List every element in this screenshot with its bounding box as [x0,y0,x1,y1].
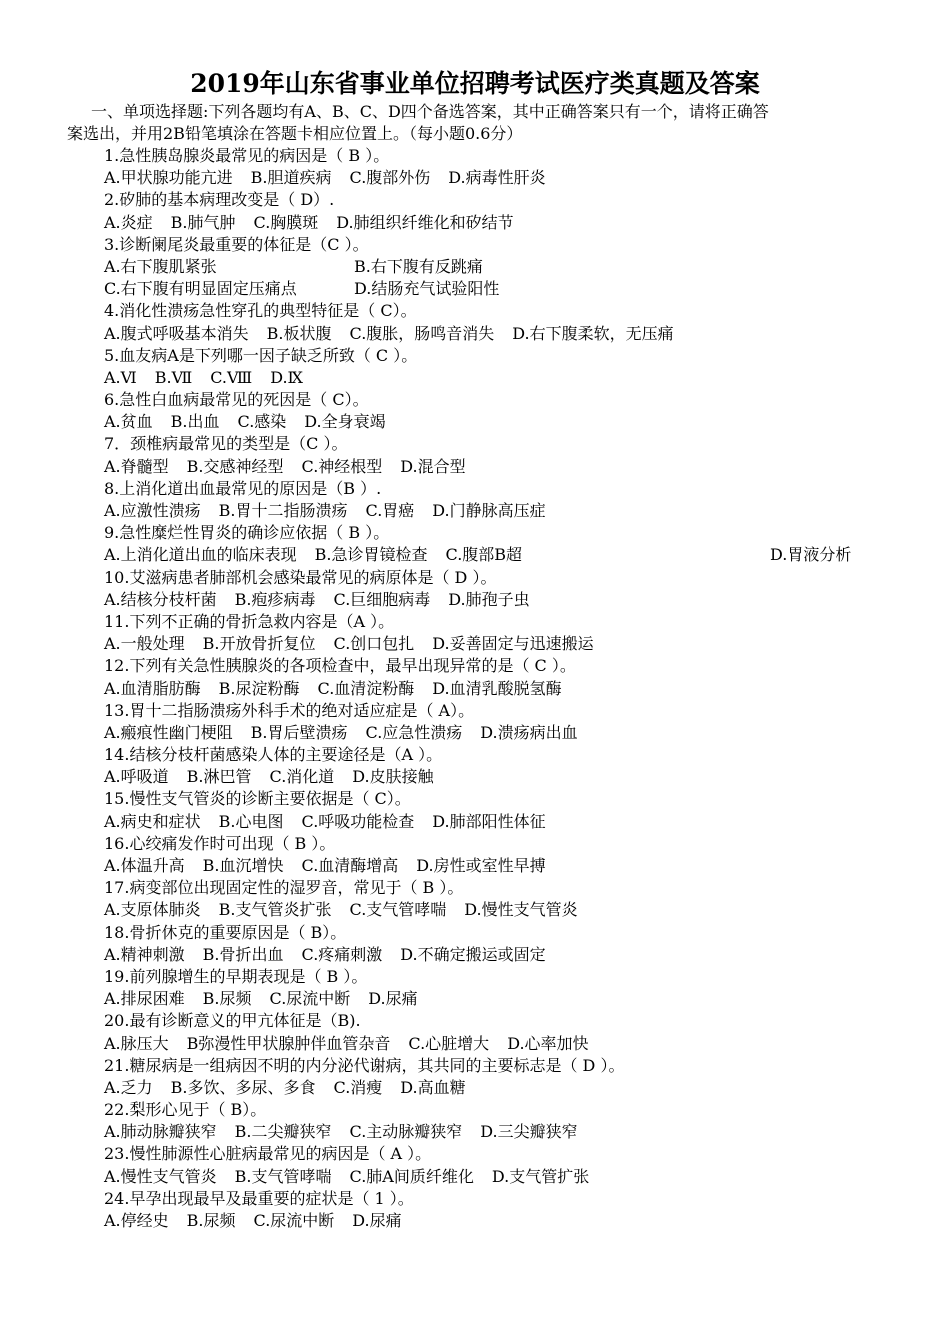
option: D.混合型 [400,456,466,476]
option: B.尿频 [202,989,252,1009]
question-stem: 19.前列腺增生的早期表现是（ B ）。 [104,966,368,986]
option: A.血清脂肪酶 [104,678,201,698]
option: A.肺动脉瓣狭窄 [104,1122,217,1142]
option: C.腹部B超 [445,545,523,565]
option: A.慢性支气管炎 [104,1166,217,1186]
option: A.右下腹肌紧张 [104,256,217,276]
question-item [104,234,904,301]
option: D.支气管扩张 [491,1166,590,1186]
question-item [104,788,904,832]
option: A.呼吸道 [104,767,169,787]
question-item [104,345,904,389]
option: B.板状腹 [266,323,332,343]
option: A.体温升高 [104,856,185,875]
option: D.肺孢子虫 [448,589,530,609]
question-item [104,1010,904,1054]
question-options [104,944,904,966]
option: C.神经根型 [301,456,383,476]
option: D.Ⅸ [270,367,303,387]
option: B.尿淀粉酶 [218,678,300,698]
option: C.巨细胞病毒 [333,589,431,609]
question-options [104,411,904,433]
option: D.三尖瓣狭窄 [480,1122,578,1142]
option: B.出血 [170,412,220,432]
question-stem: 3.诊断阑尾炎最重要的体征是（C ）。 [104,234,369,254]
question-stem: 21.糖尿病是一组病因不明的内分泌代谢病，其共同的主要标志是（ D ）。 [104,1055,625,1075]
question-stem: 7．颈椎病最常见的类型是（C ）。 [104,434,348,454]
instructions-line-1: 一、单项选择题:下列各题均有A、B、C、D四个备选答案，其中正确答案只有一个，请将正确答 [91,102,769,121]
option: D.全身衰竭 [304,412,386,432]
option: C.消化道 [269,767,335,787]
question-item [104,1055,904,1099]
question-options [104,1121,904,1143]
question-item [104,833,904,877]
question-stem: 14.结核分枝杆菌感染人体的主要途径是（A ）。 [104,745,443,765]
option: A.脉压大 [104,1033,169,1053]
option: B.交感神经型 [186,456,284,476]
option: A.瘢痕性幽门梗阻 [104,722,233,742]
option: D.肺组织纤维化和矽结节 [336,212,514,232]
option: A.结核分枝杆菌 [104,589,217,609]
question-item [104,300,904,344]
option: A.Ⅵ [104,367,137,387]
option: D.尿痛 [352,1211,402,1230]
option: C.血清淀粉酶 [317,678,415,698]
option: C.呼吸功能检查 [301,811,415,831]
option: A.上消化道出血的临床表现 [104,545,297,565]
question-item [104,478,904,522]
option: D.心率加快 [507,1033,589,1053]
option: B.淋巴管 [186,767,252,787]
option: B.骨折出血 [202,944,284,964]
question-options [104,988,904,1010]
option: D.右下腹柔软，无压痛 [512,323,674,343]
option: B.急诊胃镜检查 [314,545,428,565]
question-stem: 17.病变部位出现固定性的湿罗音，常见于（ B ）。 [104,878,464,898]
option: C.主动脉瓣狭窄 [349,1122,463,1142]
question-options [104,589,904,611]
option: A.一般处理 [104,634,185,654]
question-options [104,722,904,744]
question-item [104,567,904,611]
question-item [104,1188,904,1232]
question-options [104,278,904,300]
option: A.病史和症状 [104,811,201,831]
option: C.心脏增大 [408,1033,490,1053]
option: B.心电图 [218,811,284,831]
option: B.右下腹有反跳痛 [354,256,483,276]
option: C.尿流中断 [253,1211,335,1230]
question-options [104,1077,904,1099]
option: C.创口包扎 [333,634,415,654]
question-options [104,766,904,788]
question-options [104,500,904,522]
option: B.疱疹病毒 [234,589,316,609]
question-stem: 12.下列有关急性胰腺炎的各项检查中，最早出现异常的是（ C ）。 [104,656,576,676]
option: D.慢性支气管炎 [464,900,578,920]
question-item [104,189,904,233]
question-options [104,456,904,478]
question-item [104,744,904,788]
question-item [104,1099,904,1143]
section-instructions [67,101,887,145]
option: A.贫血 [104,412,153,432]
option: B.血沉增快 [202,856,284,875]
question-stem: 2.矽肺的基本病理改变是（ D）. [104,190,335,210]
question-stem: 6.急性白血病最常见的死因是（ C）。 [104,390,369,410]
option: C.胃癌 [365,501,415,520]
option: A.应激性溃疡 [104,501,201,520]
question-item [104,433,904,477]
question-stem: 1.急性胰岛腺炎最常见的病因是（ B ）。 [104,146,390,165]
question-options [104,212,904,234]
option: B弥漫性甲状腺肿伴血管杂音 [186,1033,391,1053]
question-stem: 16.心绞痛发作时可出现（ B ）。 [104,833,336,853]
question-options [104,678,904,700]
question-list [104,145,904,1232]
option: B.二尖瓣狭窄 [234,1122,332,1142]
option: A.排尿困难 [104,989,185,1009]
option: D.房性或室性早搏 [416,856,546,875]
question-options [104,633,904,655]
question-item [104,877,904,921]
question-stem: 8.上消化道出血最常见的原因是（B ）. [104,478,382,498]
question-item [104,655,904,699]
question-stem: 13.胃十二指肠溃疡外科手术的绝对适应症是（ A）。 [104,700,475,720]
option: A.支原体肺炎 [104,900,201,920]
option: D.不确定搬运或固定 [400,944,546,964]
question-item [104,966,904,1010]
option: C.胸膜斑 [253,212,319,232]
option: D.溃疡病出血 [480,722,578,742]
option: C.消瘦 [333,1077,383,1097]
option: A.脊髓型 [104,456,169,476]
option: A.甲状腺功能亢进 [104,168,233,188]
question-stem: 18.骨折休克的重要原因是（ B）。 [104,922,347,942]
option: C.应急性溃疡 [365,722,463,742]
option: B.支气管哮喘 [234,1166,332,1186]
question-options [104,899,904,921]
option: D.妥善固定与迅速搬运 [432,634,594,654]
option: C.Ⅷ [210,367,253,387]
option: D.血清乳酸脱氢酶 [432,678,562,698]
option: A.精神刺激 [104,944,185,964]
option: B.胆道疾病 [250,168,332,188]
question-options [104,167,904,189]
option: D.高血糖 [400,1077,466,1097]
option: C.肺A间质纤维化 [349,1166,474,1186]
question-stem: 10.艾滋病患者肺部机会感染最常见的病原体是（ D ）。 [104,567,497,587]
question-options [104,256,904,278]
option: D.尿痛 [368,989,418,1009]
option: A.腹式呼吸基本消失 [104,323,249,343]
option: D.肺部阳性体征 [432,811,546,831]
question-stem: 5.血友病A是下列哪一因子缺乏所致（ C ）。 [104,345,418,365]
option: D.结肠充气试验阳性 [354,279,500,299]
question-stem: 15.慢性支气管炎的诊断主要依据是（ C）。 [104,789,411,809]
question-item [104,922,904,966]
option: C.血清酶增高 [301,856,399,875]
instructions-line-2: 案选出，并用2B铅笔填涂在答题卡相应位置上。（每小题0.6分） [67,124,523,143]
question-stem: 4.消化性溃疡急性穿孔的典型特征是（ C）。 [104,301,417,321]
option: C.右下腹有明显固定压痛点 [104,279,297,299]
question-stem: 22.梨形心见于（ B）。 [104,1100,267,1120]
option: D.病毒性肝炎 [448,168,546,188]
question-stem: 23.慢性肺源性心脏病最常见的病因是（ A ）。 [104,1144,432,1164]
question-options [104,544,904,566]
option: C.支气管哮喘 [349,900,447,920]
option: C.腹部外伤 [349,168,431,188]
question-item [104,389,904,433]
document-title: 2019年山东省事业单位招聘考试医疗类真题及答案 [190,69,760,98]
option: A.停经史 [104,1211,169,1230]
option: D.门静脉高压症 [432,501,546,520]
question-item [104,700,904,744]
option: C.感染 [237,412,287,432]
option: B.支气管炎扩张 [218,900,332,920]
question-options [104,811,904,833]
question-item [104,145,904,189]
option: B.肺气肿 [170,212,236,232]
question-options [104,1210,904,1232]
question-stem: 9.急性糜烂性胃炎的确诊应依据（ B ）。 [104,523,390,543]
question-options [104,855,904,877]
option: C.疼痛刺激 [301,944,383,964]
option: D.皮肤接触 [352,767,434,787]
question-options [104,323,904,345]
option: A.炎症 [104,212,153,232]
question-item [104,611,904,655]
option: B.胃后壁溃疡 [250,722,348,742]
question-options [104,1033,904,1055]
question-options [104,367,904,389]
question-stem: 20.最有诊断意义的甲亢体征是（B). [104,1011,361,1031]
option: B.尿频 [186,1211,236,1230]
question-stem: 24.早孕出现最早及最重要的症状是（ 1 ）。 [104,1188,414,1208]
option: C.尿流中断 [269,989,351,1009]
option: C.腹胀，肠鸣音消失 [349,323,495,343]
question-options [104,1166,904,1188]
question-item [104,1143,904,1187]
question-stem: 11.下列不正确的骨折急救内容是（A ）。 [104,611,395,631]
option: B.开放骨折复位 [202,634,316,654]
option: D.胃液分析 [770,545,852,565]
option: B.Ⅶ [154,367,193,387]
question-item [104,522,904,566]
option: A.乏力 [104,1077,153,1097]
option: B.胃十二指肠溃疡 [218,501,348,520]
option: B.多饮、多尿、多食 [170,1077,316,1097]
